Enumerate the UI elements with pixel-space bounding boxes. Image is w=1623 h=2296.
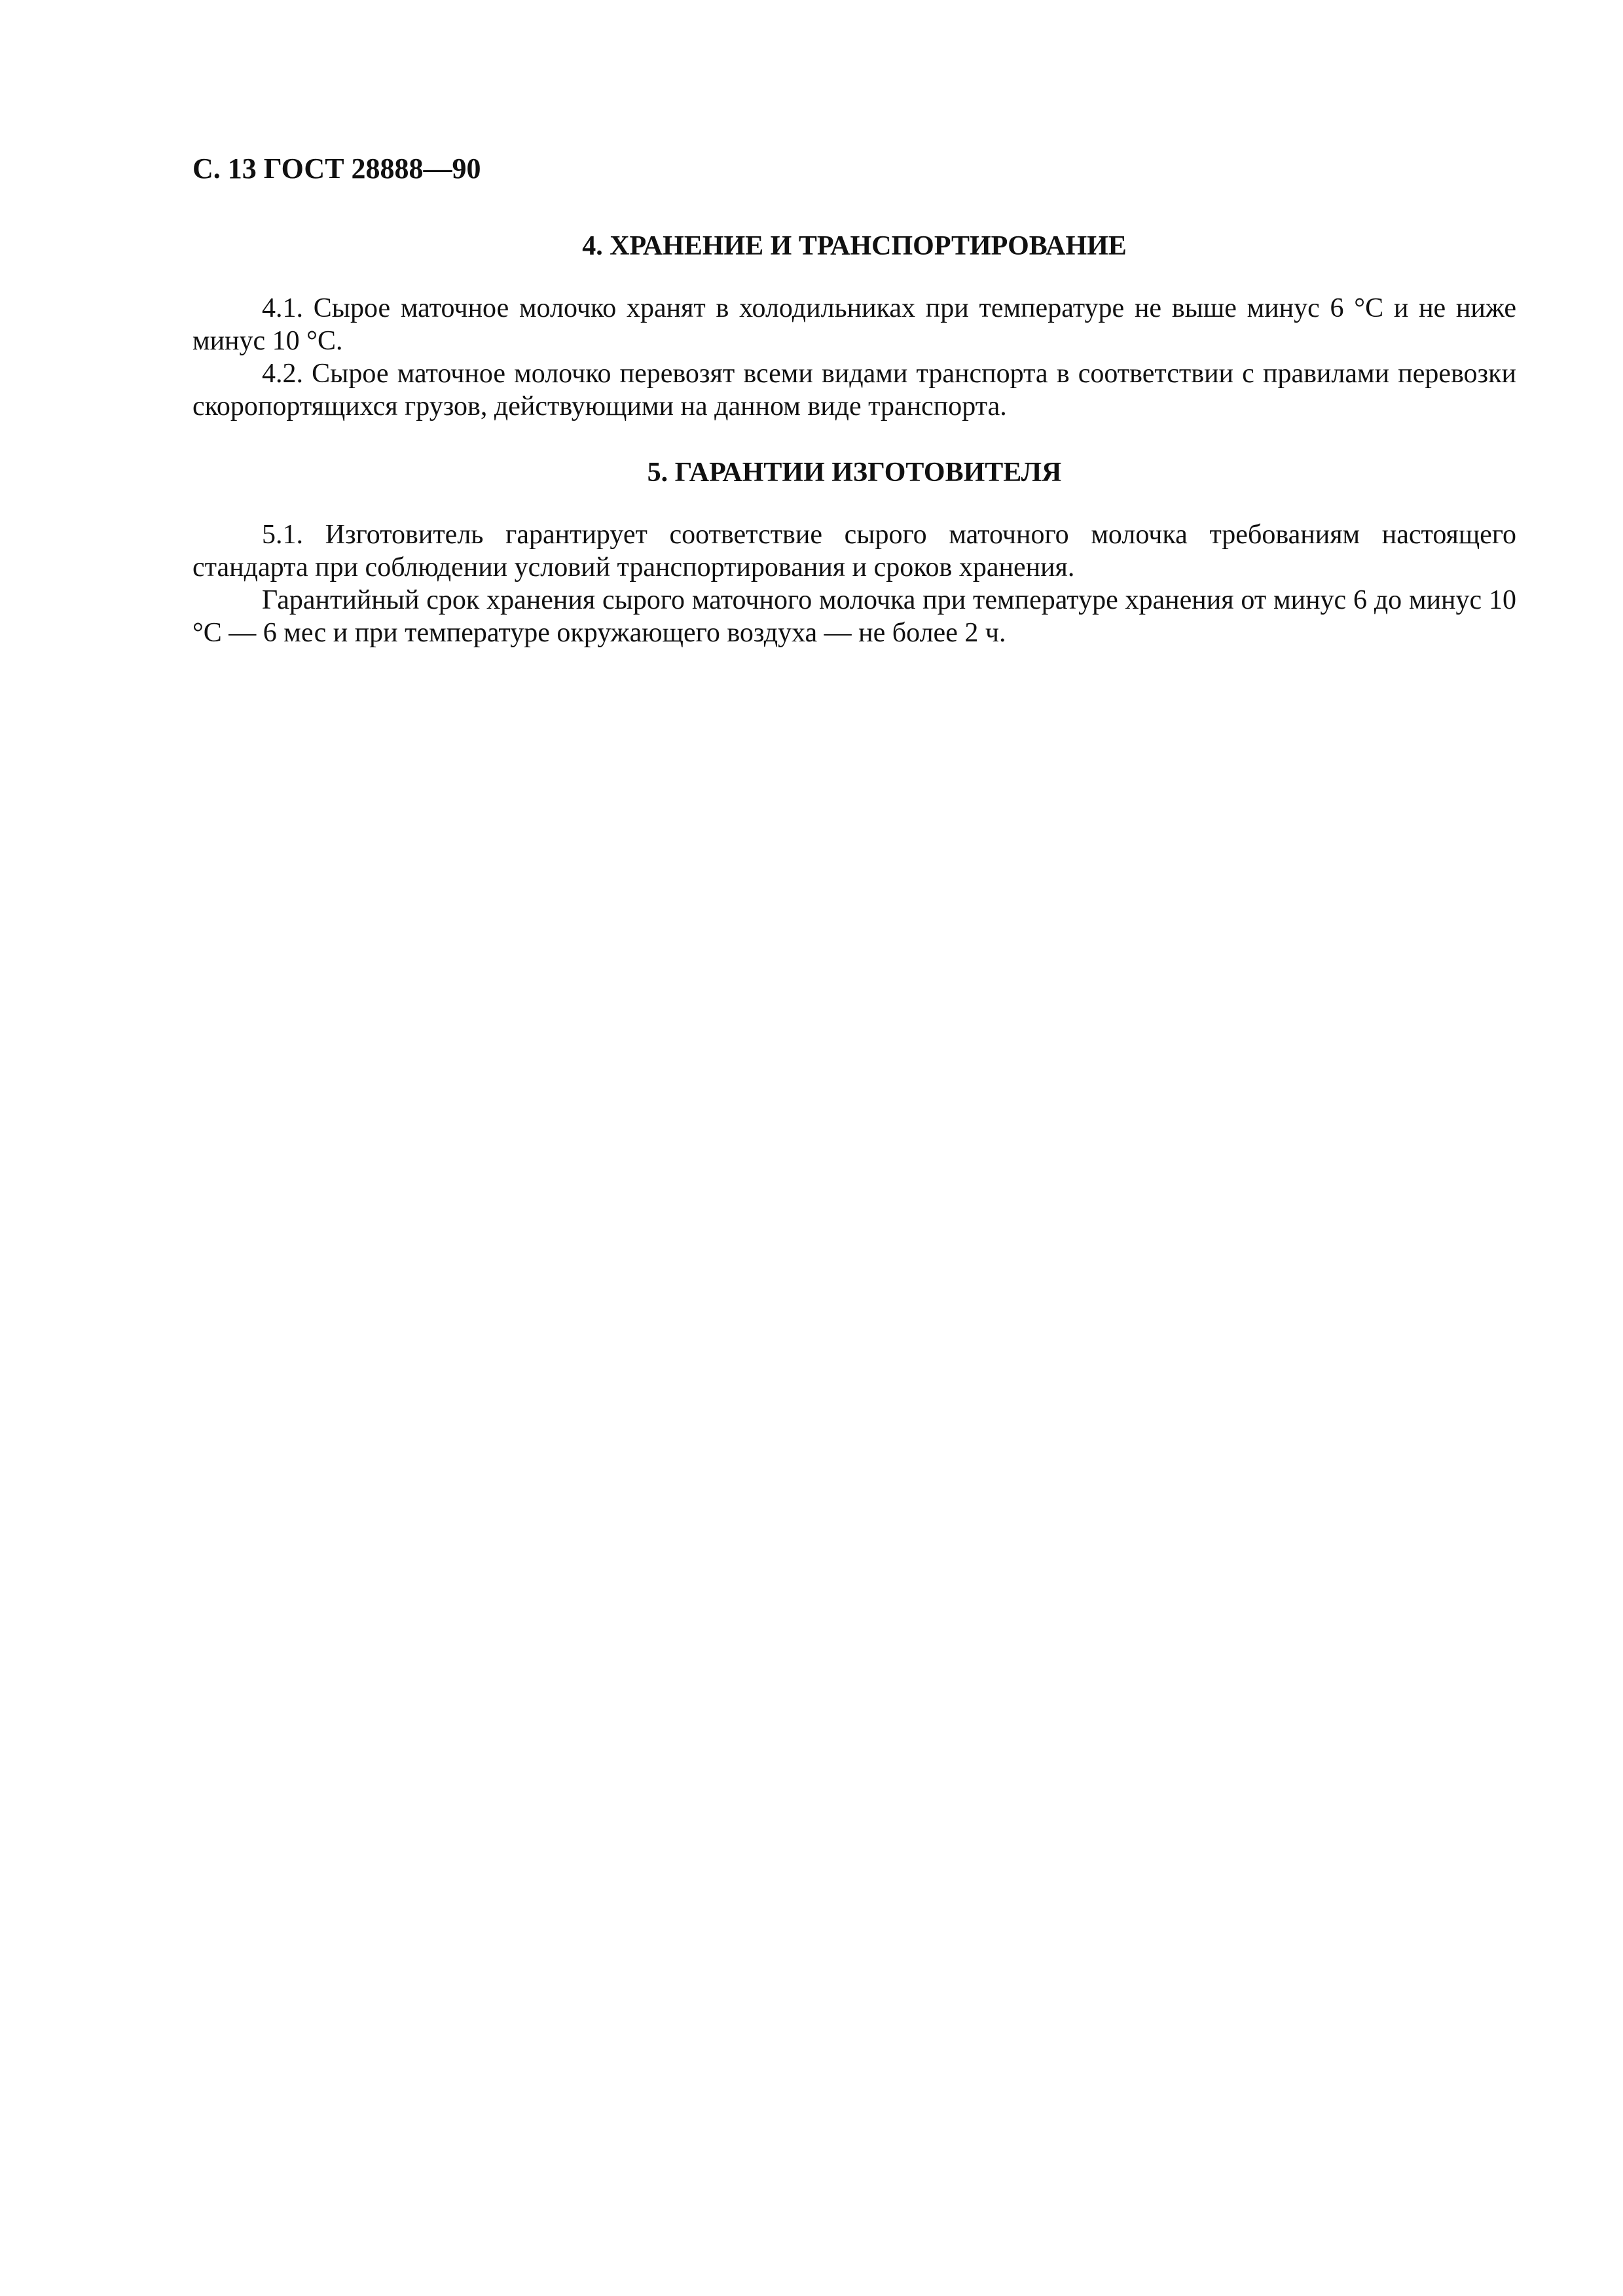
paragraph-5-warranty: Гарантийный срок хранения сырого маточного молочка при температуре хранения от минус 6 до минус 10 °С — 6 мес и при температуре окружающего воздуха — не более 2 ч. — [192, 585, 1516, 648]
section-4-title: 4. ХРАНЕНИЕ И ТРАНСПОРТИРОВАНИЕ — [582, 231, 1127, 261]
page-header: С. 13 ГОСТ 28888—90 — [192, 152, 481, 185]
section-4-body — [192, 292, 1516, 423]
section-5-body — [192, 518, 1516, 649]
section-5-title: 5. ГАРАНТИИ ИЗГОТОВИТЕЛЯ — [647, 457, 1062, 488]
paragraph-4-2: 4.2. Сырое маточное молочко перевозят всеми видами транспорта в соответствии с правилами перевозки скоропортящихся грузов, действующими на данном виде транспорта. — [192, 359, 1516, 422]
paragraph-5-1: 5.1. Изготовитель гарантирует соответствие сырого маточного молочка требованиям настоящего стандарта при соблюдении условий транспортирования и сроков хранения. — [192, 520, 1516, 583]
paragraph-4-1: 4.1. Сырое маточное молочко хранят в холодильниках при температуре не выше минус 6 °С и не ниже минус 10 °С. — [192, 293, 1516, 356]
